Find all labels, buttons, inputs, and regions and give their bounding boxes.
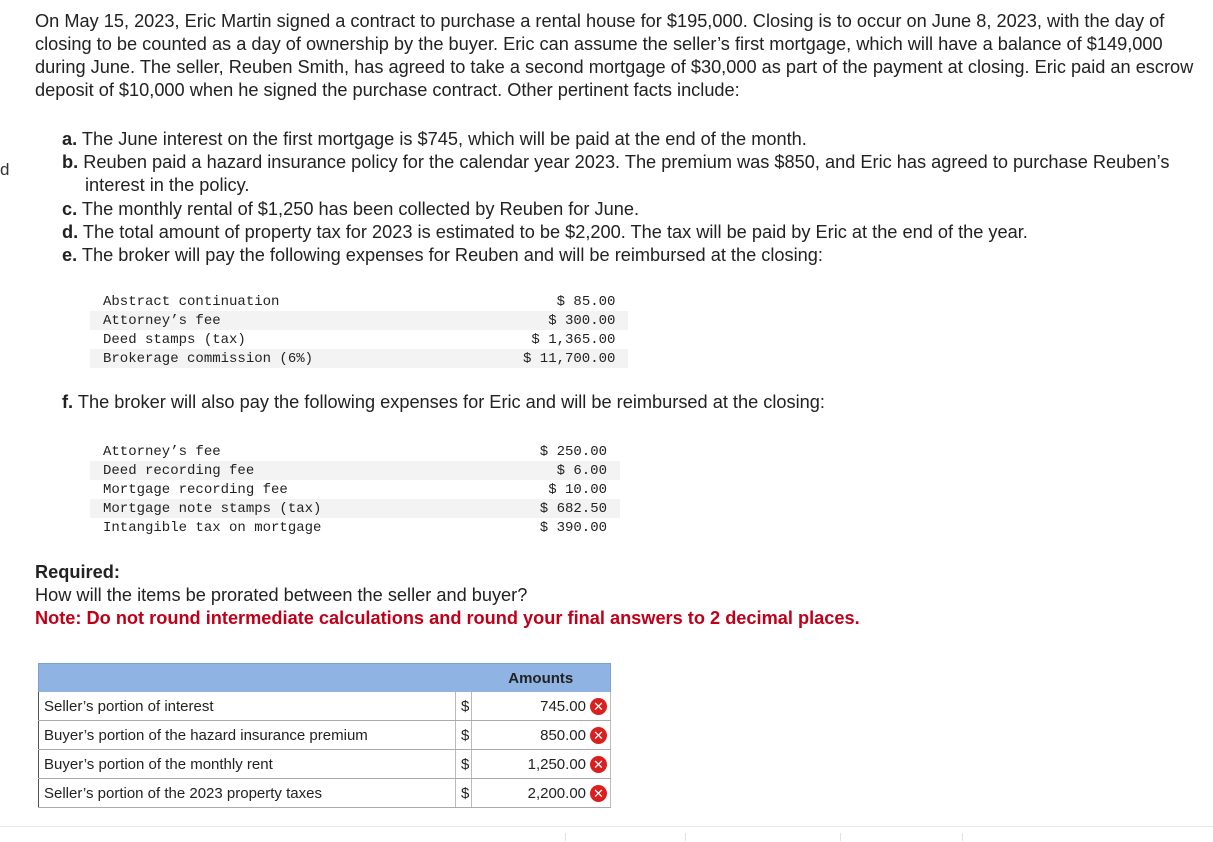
- fact-text: The monthly rental of $1,250 has been collected by Reuben for June.: [81, 198, 640, 219]
- fact-item: [62, 221, 1202, 244]
- divider-tick: [565, 833, 566, 841]
- table-row: [90, 499, 620, 518]
- expense-label: Mortgage recording fee: [103, 481, 288, 498]
- amount-value: 745.00: [540, 697, 586, 715]
- fact-item: [62, 244, 1202, 267]
- table-row: [90, 442, 620, 461]
- divider-tick: [840, 833, 841, 841]
- fact-letter: a.: [62, 129, 78, 149]
- amounts-header: Amounts: [472, 664, 611, 693]
- expense-amount: $ 300.00: [510, 311, 628, 330]
- answer-row: [39, 750, 611, 779]
- expense-label: Deed stamps (tax): [103, 331, 246, 348]
- fact-item: [62, 198, 1202, 221]
- fact-f: [62, 392, 825, 413]
- table-row: [90, 461, 620, 480]
- table-row: [90, 330, 628, 349]
- currency-symbol: $: [456, 750, 472, 779]
- row-label: Buyer’s portion of the hazard insurance premium: [39, 721, 456, 750]
- divider-tick: [685, 833, 686, 841]
- table-row: [90, 480, 620, 499]
- fact-text: The June interest on the first mortgage is $745, which will be paid at the end of the month.: [81, 129, 807, 149]
- expense-label: Intangible tax on mortgage: [103, 519, 322, 536]
- answer-row: [39, 721, 611, 750]
- fact-letter: d.: [62, 221, 79, 242]
- bottom-divider: [0, 826, 1213, 842]
- amount-value: 1,250.00: [527, 755, 586, 773]
- answer-table: [38, 663, 611, 808]
- required-question: How will the items be prorated between the seller and buyer?: [35, 585, 528, 605]
- fact-letter: e.: [62, 245, 78, 266]
- fact-letter: f.: [62, 392, 74, 412]
- expense-amount: $ 682.50: [510, 499, 620, 518]
- answer-header-row: [39, 664, 611, 693]
- fact-text: The broker will also pay the following expenses for Eric and will be reimbursed at the closing:: [77, 392, 825, 412]
- row-label: Seller’s portion of the 2023 property taxes: [39, 779, 456, 808]
- amount-input[interactable]: [472, 750, 611, 779]
- amount-value: 850.00: [540, 726, 586, 744]
- table-row: [90, 518, 620, 537]
- fact-letter: b.: [62, 152, 79, 173]
- amount-input[interactable]: [472, 721, 611, 750]
- expense-amount: $ 10.00: [548, 481, 607, 498]
- fact-item: [62, 151, 1202, 197]
- seller-expenses-table: [90, 292, 628, 368]
- amount-value: 2,200.00: [527, 784, 586, 802]
- expense-label: Attorney’s fee: [103, 443, 221, 460]
- answer-row: [39, 692, 611, 721]
- table-row: [90, 349, 628, 368]
- fact-item: [62, 128, 1202, 151]
- answer-row: [39, 779, 611, 808]
- expense-label: Brokerage commission (6%): [90, 349, 510, 368]
- incorrect-icon: ✕: [590, 698, 607, 715]
- incorrect-icon: ✕: [590, 727, 607, 744]
- currency-symbol: $: [456, 779, 472, 808]
- required-note: Note: Do not round intermediate calculations and round your final answers to 2 decimal places.: [35, 608, 860, 628]
- problem-intro: On May 15, 2023, Eric Martin signed a contract to purchase a rental house for $195,000. Closing is to occur on June 8, 2023, with the day of closing to be counted as a day of ownership by the buyer. Eric can assume the seller’s first mortgage, which will have a balance of $149,000 during June. The seller, Reuben Smith, has agreed to take a second mortgage of $30,000 as part of the payment at closing. Eric paid an escrow deposit of $10,000 when he signed the purchase contract. Other pertinent facts include:: [35, 11, 1194, 100]
- incorrect-icon: ✕: [590, 785, 607, 802]
- expense-amount: $ 6.00: [510, 461, 620, 480]
- expense-label: Abstract continuation: [103, 293, 280, 310]
- fact-letter: c.: [62, 198, 78, 219]
- incorrect-icon: ✕: [590, 756, 607, 773]
- expense-label: Deed recording fee: [90, 461, 510, 480]
- expense-amount: $ 250.00: [539, 443, 607, 460]
- required-title: Required:: [35, 562, 120, 582]
- row-label: Seller’s portion of interest: [39, 692, 456, 721]
- expense-label: Attorney’s fee: [90, 311, 510, 330]
- expense-amount: $ 390.00: [539, 519, 607, 536]
- amount-input[interactable]: [472, 692, 611, 721]
- table-row: [90, 311, 628, 330]
- facts-list: [62, 128, 1202, 267]
- fact-text: The total amount of property tax for 2023 is estimated to be $2,200. The tax will be paid by Eric at the end of the year.: [82, 221, 1028, 242]
- edge-letter: d: [0, 160, 10, 179]
- expense-amount: $ 85.00: [556, 293, 616, 310]
- header-blank: [39, 664, 472, 693]
- expense-amount: $ 11,700.00: [510, 349, 628, 368]
- currency-symbol: $: [456, 721, 472, 750]
- buyer-expenses-table: [90, 442, 620, 537]
- fact-text: Reuben paid a hazard insurance policy for the calendar year 2023. The premium was $850, and Eric has agreed to purchase Reuben’s interest in the policy.: [83, 152, 1170, 196]
- divider-tick: [962, 833, 963, 841]
- required-section: [35, 561, 860, 630]
- fact-text: The broker will pay the following expenses for Reuben and will be reimbursed at the closing:: [81, 245, 823, 266]
- amount-input[interactable]: [472, 779, 611, 808]
- row-label: Buyer’s portion of the monthly rent: [39, 750, 456, 779]
- expense-amount: $ 1,365.00: [531, 331, 616, 348]
- currency-symbol: $: [456, 692, 472, 721]
- table-row: [90, 292, 628, 311]
- expense-label: Mortgage note stamps (tax): [90, 499, 510, 518]
